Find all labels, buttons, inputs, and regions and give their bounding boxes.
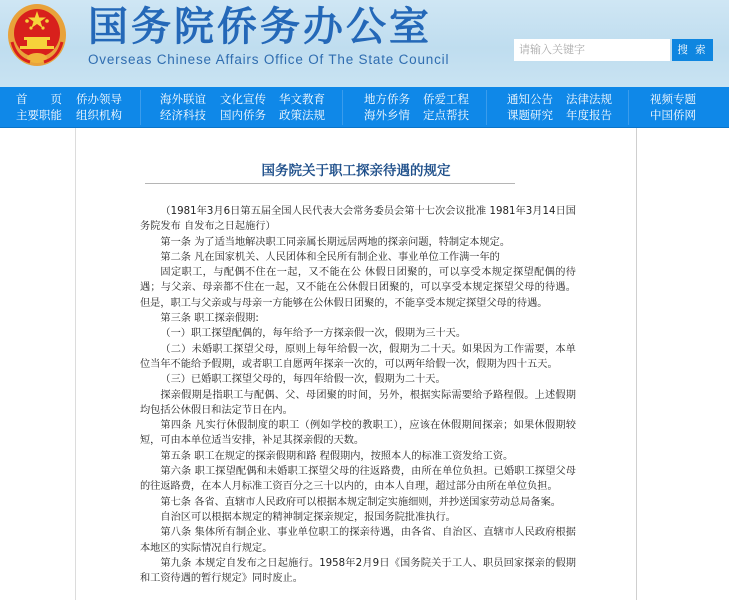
nav-item-organization[interactable]: 组织机构 <box>76 108 122 122</box>
article-paragraph: 探亲假期是指职工与配偶、父、母团聚的时间，另外，根据实际需要给予路程假。上述假期均包括公休假日和法定节日在内。 <box>140 389 576 416</box>
national-emblem-icon[interactable] <box>6 2 68 68</box>
article-body <box>140 204 576 586</box>
article-paragraph: （三）已婚职工探望父母的，每四年给假一次，假期为二十天。 <box>160 374 446 386</box>
nav-item-poverty-aid[interactable]: 定点帮扶 <box>423 108 469 122</box>
nav-item-laws[interactable]: 法律法规 <box>566 92 612 106</box>
nav-item-home[interactable]: 首 页 <box>16 92 62 106</box>
nav-divider <box>140 90 141 125</box>
site-header <box>0 0 729 87</box>
nav-divider <box>342 90 343 125</box>
nav-item-chinese-education[interactable]: 华文教育 <box>279 92 325 106</box>
article-paragraph: （一）职工探望配偶的，每年给予一方探亲假一次，假期为三十天。 <box>160 328 467 340</box>
article-title: 国务院关于职工探亲待遇的规定 <box>261 163 451 179</box>
site-subtitle: Overseas Chinese Affairs Office Of The State Council <box>88 52 450 67</box>
article-paragraph: 第五条 职工在规定的探亲假期和路 程假期内，按照本人的标准工资发给工资。 <box>160 450 514 462</box>
article-paragraph: 第二条 凡在国家机关、人民团体和全民所有制企业、事业单位工作满一年的 <box>160 251 500 263</box>
article-paragraph: 第八条 集体所有制企业、事业单位职工的探亲待遇，由各省、自治区、直辖市人民政府根据本地区的实际情况自行规定。 <box>140 527 576 554</box>
main-nav <box>0 87 729 128</box>
nav-item-charity[interactable]: 侨爱工程 <box>423 92 469 106</box>
article-paragraph: 第九条 本规定自发布之日起施行。1958年2月9日《国务院关于工人、职员回家探亲的假期和工资待遇的暂行规定》同时废止。 <box>140 557 576 585</box>
search-button[interactable]: 搜 索 <box>672 39 713 61</box>
search-input[interactable] <box>514 39 670 61</box>
site-title[interactable]: 国务院侨务办公室 <box>88 4 432 50</box>
article-paragraph: （1981年3月6日第五届全国人民代表大会常务委员会第十七次会议批准 1981年3月14日国务院发布 自发布之日起施行） <box>140 206 576 233</box>
nav-item-local-affairs[interactable]: 地方侨务 <box>364 92 410 106</box>
nav-item-policy[interactable]: 政策法规 <box>279 108 325 122</box>
article-paragraph: 固定职工，与配偶不住在一起，又不能在公 休假日团聚的，可以享受本规定探望配偶的待遇；与父亲、母亲都不住在一起，又不能在公休假日团聚的，可以享受本规定探望父母的待遇。但是，职工与父亲或与母亲一方能够在公休假日团聚的，不能享受本规定探望父母的待遇。 <box>140 267 576 309</box>
nav-item-overseas-liaison[interactable]: 海外联谊 <box>160 92 206 106</box>
nav-item-notices[interactable]: 通知公告 <box>507 92 553 106</box>
article-paragraph: 第一条 为了适当地解决职工同亲属长期远居两地的探亲问题，特制定本规定。 <box>160 236 511 248</box>
nav-item-chinaqw[interactable]: 中国侨网 <box>650 108 696 122</box>
article-container <box>75 128 637 600</box>
nav-item-research[interactable]: 课题研究 <box>507 108 553 122</box>
nav-item-annual-report[interactable]: 年度报告 <box>566 108 612 122</box>
nav-item-hometown[interactable]: 海外乡情 <box>364 108 410 122</box>
nav-item-domestic-affairs[interactable]: 国内侨务 <box>220 108 266 122</box>
nav-item-economy-tech[interactable]: 经济科技 <box>160 108 206 122</box>
nav-item-video[interactable]: 视频专题 <box>650 92 696 106</box>
article-paragraph: 第七条 各省、直辖市人民政府可以根据本规定制定实施细则，并抄送国家劳动总局备案。 <box>160 496 561 508</box>
article-paragraph: 第六条 职工探望配偶和未婚职工探望父母的往返路费，由所在单位负担。已婚职工探望父母的往返路费，在本人月标准工资百分之三十以内的，由本人自理，超过部分由所在单位负担。 <box>140 466 576 493</box>
nav-item-leaders[interactable]: 侨办领导 <box>76 92 122 106</box>
article-paragraph: 第四条 凡实行休假制度的职工（例如学校的教职工），应该在休假期间探亲；如果休假期较短，可由本单位适当安排，补足其探亲假的天数。 <box>140 420 576 447</box>
article-paragraph: 第三条 职工探亲假期: <box>160 313 259 325</box>
nav-item-main-functions[interactable]: 主要职能 <box>16 108 62 122</box>
nav-divider <box>486 90 487 125</box>
title-divider <box>145 183 515 184</box>
article-paragraph: （二）未婚职工探望父母，原则上每年给假一次，假期为二十天。如果因为工作需要，本单位当年不能给予假期，或者职工自愿两年探亲一次的，可以两年给假一次，假期为四十五天。 <box>140 343 576 370</box>
nav-item-culture[interactable]: 文化宣传 <box>220 92 266 106</box>
nav-divider <box>628 90 629 125</box>
article-paragraph: 自治区可以根据本规定的精神制定探亲规定，报国务院批准执行。 <box>160 511 456 523</box>
